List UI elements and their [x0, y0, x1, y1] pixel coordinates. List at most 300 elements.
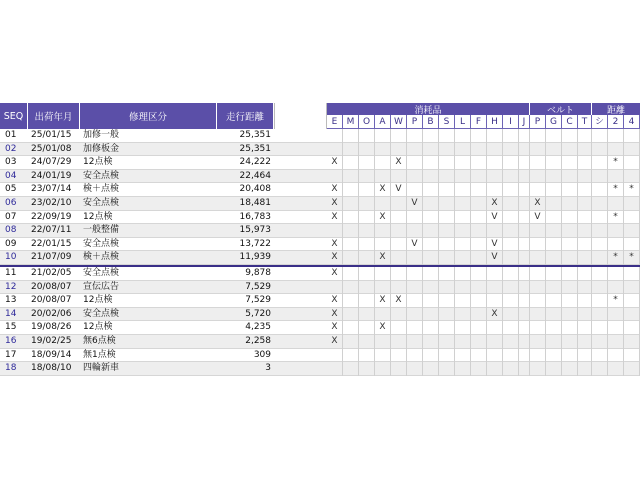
mark-cell[interactable]: *	[624, 251, 640, 265]
mark-cell[interactable]: *	[608, 156, 624, 170]
mark-cell[interactable]	[375, 238, 391, 252]
mark-cell[interactable]	[487, 281, 503, 295]
mark-cell[interactable]	[343, 156, 359, 170]
column-header-f[interactable]: F	[471, 115, 487, 129]
mark-cell[interactable]	[343, 335, 359, 349]
mark-cell[interactable]: X	[391, 294, 407, 308]
mark-cell[interactable]	[407, 267, 423, 281]
mark-cell[interactable]	[592, 308, 608, 322]
mark-cell[interactable]	[503, 156, 519, 170]
mark-cell[interactable]	[624, 224, 640, 238]
mark-cell[interactable]	[471, 294, 487, 308]
mark-cell[interactable]	[487, 129, 503, 143]
mark-cell[interactable]	[375, 129, 391, 143]
mark-cell[interactable]	[519, 251, 530, 265]
mark-cell[interactable]	[455, 251, 471, 265]
mark-cell[interactable]	[343, 321, 359, 335]
mark-cell[interactable]	[519, 129, 530, 143]
mark-cell[interactable]	[423, 129, 439, 143]
mark-cell[interactable]	[343, 251, 359, 265]
mark-cell[interactable]	[562, 321, 578, 335]
table-row[interactable]	[0, 170, 640, 184]
mark-cell[interactable]	[407, 156, 423, 170]
mark-cell[interactable]	[471, 321, 487, 335]
mark-cell[interactable]	[439, 335, 455, 349]
table-row[interactable]	[0, 238, 640, 252]
mark-cell[interactable]	[423, 349, 439, 363]
mark-cell[interactable]	[592, 335, 608, 349]
header-repair-type[interactable]: 修理区分	[80, 103, 217, 129]
mark-cell[interactable]	[624, 294, 640, 308]
mark-cell[interactable]	[578, 362, 592, 376]
mark-cell[interactable]	[530, 129, 546, 143]
mark-cell[interactable]: X	[327, 335, 343, 349]
mark-cell[interactable]	[375, 170, 391, 184]
mark-cell[interactable]	[530, 224, 546, 238]
mark-cell[interactable]	[487, 183, 503, 197]
mark-cell[interactable]	[439, 321, 455, 335]
mark-cell[interactable]	[423, 143, 439, 157]
mark-cell[interactable]: *	[608, 183, 624, 197]
mark-cell[interactable]	[455, 335, 471, 349]
mark-cell[interactable]	[592, 143, 608, 157]
column-header-t[interactable]: T	[578, 115, 592, 129]
mark-cell[interactable]	[546, 211, 562, 225]
mark-cell[interactable]	[391, 267, 407, 281]
column-header-b[interactable]: B	[423, 115, 439, 129]
mark-cell[interactable]: X	[375, 211, 391, 225]
mark-cell[interactable]	[546, 308, 562, 322]
mark-cell[interactable]	[578, 170, 592, 184]
mark-cell[interactable]: V	[487, 251, 503, 265]
mark-cell[interactable]	[624, 156, 640, 170]
mark-cell[interactable]	[562, 238, 578, 252]
mark-cell[interactable]	[327, 129, 343, 143]
mark-cell[interactable]	[423, 224, 439, 238]
mark-cell[interactable]	[359, 294, 375, 308]
mark-cell[interactable]	[359, 349, 375, 363]
mark-cell[interactable]: X	[327, 238, 343, 252]
mark-cell[interactable]	[439, 251, 455, 265]
header-mileage[interactable]: 走行距離	[217, 103, 274, 129]
table-row[interactable]	[0, 308, 640, 322]
mark-cell[interactable]	[343, 183, 359, 197]
mark-cell[interactable]	[530, 335, 546, 349]
mark-cell[interactable]	[327, 143, 343, 157]
mark-cell[interactable]	[562, 156, 578, 170]
mark-cell[interactable]	[391, 321, 407, 335]
mark-cell[interactable]	[487, 170, 503, 184]
mark-cell[interactable]	[608, 224, 624, 238]
mark-cell[interactable]	[503, 197, 519, 211]
mark-cell[interactable]	[624, 281, 640, 295]
mark-cell[interactable]	[530, 251, 546, 265]
mark-cell[interactable]	[530, 170, 546, 184]
mark-cell[interactable]	[562, 143, 578, 157]
mark-cell[interactable]	[455, 281, 471, 295]
mark-cell[interactable]	[455, 143, 471, 157]
mark-cell[interactable]	[471, 197, 487, 211]
mark-cell[interactable]: V	[407, 197, 423, 211]
mark-cell[interactable]	[519, 362, 530, 376]
mark-cell[interactable]	[343, 308, 359, 322]
mark-cell[interactable]	[359, 197, 375, 211]
table-row[interactable]	[0, 294, 640, 308]
mark-cell[interactable]	[530, 321, 546, 335]
mark-cell[interactable]	[578, 321, 592, 335]
mark-cell[interactable]	[624, 211, 640, 225]
mark-cell[interactable]	[624, 238, 640, 252]
mark-cell[interactable]	[562, 294, 578, 308]
mark-cell[interactable]: X	[327, 211, 343, 225]
mark-cell[interactable]	[519, 349, 530, 363]
mark-cell[interactable]	[423, 362, 439, 376]
mark-cell[interactable]	[391, 129, 407, 143]
mark-cell[interactable]	[578, 294, 592, 308]
mark-cell[interactable]	[375, 308, 391, 322]
mark-cell[interactable]	[359, 308, 375, 322]
mark-cell[interactable]: V	[391, 183, 407, 197]
mark-cell[interactable]	[375, 335, 391, 349]
mark-cell[interactable]	[608, 170, 624, 184]
mark-cell[interactable]	[391, 238, 407, 252]
mark-cell[interactable]	[391, 281, 407, 295]
table-row[interactable]	[0, 143, 640, 157]
mark-cell[interactable]: X	[327, 321, 343, 335]
column-header-p2[interactable]: P	[530, 115, 546, 129]
mark-cell[interactable]	[578, 211, 592, 225]
mark-cell[interactable]	[608, 335, 624, 349]
mark-cell[interactable]	[471, 224, 487, 238]
mark-cell[interactable]	[503, 251, 519, 265]
mark-cell[interactable]	[487, 267, 503, 281]
mark-cell[interactable]	[503, 224, 519, 238]
mark-cell[interactable]	[455, 349, 471, 363]
mark-cell[interactable]	[375, 362, 391, 376]
mark-cell[interactable]	[608, 197, 624, 211]
mark-cell[interactable]	[455, 129, 471, 143]
mark-cell[interactable]	[471, 170, 487, 184]
mark-cell[interactable]	[455, 267, 471, 281]
header-distance[interactable]: 距離	[592, 103, 640, 115]
mark-cell[interactable]	[546, 267, 562, 281]
mark-cell[interactable]	[343, 197, 359, 211]
mark-cell[interactable]	[624, 170, 640, 184]
table-row[interactable]	[0, 183, 640, 197]
mark-cell[interactable]	[503, 238, 519, 252]
mark-cell[interactable]	[359, 170, 375, 184]
mark-cell[interactable]	[592, 170, 608, 184]
mark-cell[interactable]	[407, 211, 423, 225]
mark-cell[interactable]: X	[487, 308, 503, 322]
table-row[interactable]	[0, 156, 640, 170]
mark-cell[interactable]	[546, 170, 562, 184]
mark-cell[interactable]	[327, 362, 343, 376]
mark-cell[interactable]	[562, 197, 578, 211]
mark-cell[interactable]	[407, 362, 423, 376]
column-header-2[interactable]: 2	[608, 115, 624, 129]
mark-cell[interactable]	[391, 170, 407, 184]
mark-cell[interactable]	[391, 308, 407, 322]
mark-cell[interactable]	[423, 321, 439, 335]
mark-cell[interactable]	[487, 294, 503, 308]
mark-cell[interactable]	[519, 143, 530, 157]
table-row[interactable]	[0, 197, 640, 211]
mark-cell[interactable]	[359, 129, 375, 143]
mark-cell[interactable]	[439, 170, 455, 184]
mark-cell[interactable]	[503, 211, 519, 225]
mark-cell[interactable]	[455, 183, 471, 197]
mark-cell[interactable]	[562, 129, 578, 143]
mark-cell[interactable]	[455, 308, 471, 322]
mark-cell[interactable]	[530, 308, 546, 322]
mark-cell[interactable]	[471, 183, 487, 197]
mark-cell[interactable]	[375, 267, 391, 281]
mark-cell[interactable]	[423, 335, 439, 349]
header-belt[interactable]: ベルト	[530, 103, 592, 115]
mark-cell[interactable]	[519, 170, 530, 184]
mark-cell[interactable]	[608, 129, 624, 143]
mark-cell[interactable]	[391, 197, 407, 211]
mark-cell[interactable]: X	[327, 267, 343, 281]
mark-cell[interactable]	[608, 238, 624, 252]
mark-cell[interactable]	[359, 335, 375, 349]
mark-cell[interactable]	[530, 156, 546, 170]
column-header-i[interactable]: I	[503, 115, 519, 129]
mark-cell[interactable]	[343, 281, 359, 295]
mark-cell[interactable]	[343, 267, 359, 281]
mark-cell[interactable]	[343, 211, 359, 225]
mark-cell[interactable]	[471, 143, 487, 157]
mark-cell[interactable]	[578, 129, 592, 143]
mark-cell[interactable]	[592, 183, 608, 197]
column-header-p[interactable]: P	[407, 115, 423, 129]
mark-cell[interactable]	[439, 224, 455, 238]
mark-cell[interactable]: X	[487, 197, 503, 211]
mark-cell[interactable]	[407, 129, 423, 143]
mark-cell[interactable]	[546, 197, 562, 211]
mark-cell[interactable]	[578, 251, 592, 265]
mark-cell[interactable]	[359, 362, 375, 376]
mark-cell[interactable]	[519, 267, 530, 281]
mark-cell[interactable]	[503, 362, 519, 376]
mark-cell[interactable]	[487, 321, 503, 335]
mark-cell[interactable]	[503, 321, 519, 335]
mark-cell[interactable]	[343, 362, 359, 376]
mark-cell[interactable]	[471, 238, 487, 252]
mark-cell[interactable]: X	[375, 251, 391, 265]
mark-cell[interactable]: X	[327, 294, 343, 308]
mark-cell[interactable]	[546, 362, 562, 376]
mark-cell[interactable]: X	[327, 156, 343, 170]
mark-cell[interactable]	[439, 129, 455, 143]
table-row[interactable]	[0, 251, 640, 265]
mark-cell[interactable]	[391, 211, 407, 225]
mark-cell[interactable]	[546, 349, 562, 363]
mark-cell[interactable]	[503, 183, 519, 197]
mark-cell[interactable]	[503, 281, 519, 295]
mark-cell[interactable]	[343, 170, 359, 184]
mark-cell[interactable]	[439, 197, 455, 211]
mark-cell[interactable]	[455, 156, 471, 170]
mark-cell[interactable]	[624, 197, 640, 211]
mark-cell[interactable]	[375, 156, 391, 170]
mark-cell[interactable]	[592, 156, 608, 170]
mark-cell[interactable]	[471, 335, 487, 349]
table-row[interactable]	[0, 211, 640, 225]
mark-cell[interactable]	[530, 294, 546, 308]
mark-cell[interactable]	[608, 308, 624, 322]
mark-cell[interactable]	[471, 129, 487, 143]
mark-cell[interactable]	[592, 197, 608, 211]
mark-cell[interactable]	[546, 335, 562, 349]
mark-cell[interactable]	[471, 308, 487, 322]
mark-cell[interactable]	[407, 170, 423, 184]
mark-cell[interactable]	[578, 143, 592, 157]
mark-cell[interactable]: X	[391, 156, 407, 170]
mark-cell[interactable]	[487, 143, 503, 157]
mark-cell[interactable]	[530, 281, 546, 295]
table-row[interactable]	[0, 335, 640, 349]
mark-cell[interactable]: X	[375, 183, 391, 197]
mark-cell[interactable]	[391, 349, 407, 363]
mark-cell[interactable]	[592, 238, 608, 252]
mark-cell[interactable]	[359, 321, 375, 335]
mark-cell[interactable]	[503, 170, 519, 184]
mark-cell[interactable]	[546, 183, 562, 197]
mark-cell[interactable]	[407, 183, 423, 197]
mark-cell[interactable]	[592, 211, 608, 225]
mark-cell[interactable]	[375, 143, 391, 157]
mark-cell[interactable]: X	[327, 308, 343, 322]
mark-cell[interactable]	[343, 143, 359, 157]
mark-cell[interactable]: V	[530, 211, 546, 225]
table-row[interactable]	[0, 362, 640, 376]
mark-cell[interactable]	[519, 281, 530, 295]
mark-cell[interactable]	[327, 224, 343, 238]
mark-cell[interactable]	[375, 224, 391, 238]
mark-cell[interactable]	[624, 129, 640, 143]
mark-cell[interactable]	[407, 294, 423, 308]
mark-cell[interactable]	[562, 362, 578, 376]
mark-cell[interactable]	[359, 183, 375, 197]
mark-cell[interactable]	[487, 156, 503, 170]
table-row[interactable]	[0, 224, 640, 238]
mark-cell[interactable]	[519, 156, 530, 170]
mark-cell[interactable]	[503, 129, 519, 143]
mark-cell[interactable]	[439, 294, 455, 308]
mark-cell[interactable]: X	[530, 197, 546, 211]
mark-cell[interactable]	[562, 267, 578, 281]
mark-cell[interactable]	[503, 308, 519, 322]
mark-cell[interactable]: X	[327, 251, 343, 265]
mark-cell[interactable]	[455, 294, 471, 308]
mark-cell[interactable]: V	[487, 211, 503, 225]
mark-cell[interactable]: *	[624, 183, 640, 197]
mark-cell[interactable]	[423, 308, 439, 322]
mark-cell[interactable]	[343, 294, 359, 308]
mark-cell[interactable]	[439, 349, 455, 363]
column-header-o[interactable]: O	[359, 115, 375, 129]
column-header-4[interactable]: 4	[624, 115, 640, 129]
mark-cell[interactable]	[530, 362, 546, 376]
mark-cell[interactable]	[519, 224, 530, 238]
mark-cell[interactable]	[503, 294, 519, 308]
mark-cell[interactable]	[546, 238, 562, 252]
mark-cell[interactable]	[423, 211, 439, 225]
mark-cell[interactable]	[407, 251, 423, 265]
mark-cell[interactable]	[578, 238, 592, 252]
mark-cell[interactable]	[471, 349, 487, 363]
mark-cell[interactable]	[423, 156, 439, 170]
mark-cell[interactable]	[519, 197, 530, 211]
mark-cell[interactable]	[455, 238, 471, 252]
mark-cell[interactable]	[423, 281, 439, 295]
mark-cell[interactable]	[530, 238, 546, 252]
mark-cell[interactable]	[578, 335, 592, 349]
table-row[interactable]	[0, 321, 640, 335]
mark-cell[interactable]	[546, 156, 562, 170]
column-header-g[interactable]: G	[546, 115, 562, 129]
mark-cell[interactable]	[375, 349, 391, 363]
mark-cell[interactable]	[423, 170, 439, 184]
mark-cell[interactable]	[562, 224, 578, 238]
mark-cell[interactable]	[359, 251, 375, 265]
mark-cell[interactable]	[608, 143, 624, 157]
mark-cell[interactable]	[455, 362, 471, 376]
mark-cell[interactable]	[407, 349, 423, 363]
mark-cell[interactable]	[578, 281, 592, 295]
mark-cell[interactable]: *	[608, 251, 624, 265]
mark-cell[interactable]	[439, 143, 455, 157]
mark-cell[interactable]: X	[327, 197, 343, 211]
mark-cell[interactable]	[391, 224, 407, 238]
mark-cell[interactable]	[608, 281, 624, 295]
mark-cell[interactable]: X	[375, 294, 391, 308]
mark-cell[interactable]	[375, 281, 391, 295]
mark-cell[interactable]	[359, 224, 375, 238]
mark-cell[interactable]	[592, 281, 608, 295]
mark-cell[interactable]	[455, 197, 471, 211]
header-consumables[interactable]: 消耗品	[327, 103, 530, 115]
mark-cell[interactable]	[608, 267, 624, 281]
mark-cell[interactable]	[519, 211, 530, 225]
mark-cell[interactable]	[423, 197, 439, 211]
mark-cell[interactable]	[327, 349, 343, 363]
mark-cell[interactable]	[592, 349, 608, 363]
mark-cell[interactable]	[471, 251, 487, 265]
header-seq[interactable]: SEQ	[0, 103, 28, 129]
mark-cell[interactable]	[487, 335, 503, 349]
mark-cell[interactable]	[391, 143, 407, 157]
mark-cell[interactable]	[608, 362, 624, 376]
mark-cell[interactable]	[359, 211, 375, 225]
mark-cell[interactable]	[592, 224, 608, 238]
mark-cell[interactable]	[608, 349, 624, 363]
mark-cell[interactable]	[343, 349, 359, 363]
mark-cell[interactable]	[359, 281, 375, 295]
mark-cell[interactable]	[624, 308, 640, 322]
mark-cell[interactable]	[562, 308, 578, 322]
mark-cell[interactable]	[546, 251, 562, 265]
mark-cell[interactable]	[608, 321, 624, 335]
mark-cell[interactable]	[624, 267, 640, 281]
mark-cell[interactable]	[327, 170, 343, 184]
mark-cell[interactable]	[407, 335, 423, 349]
mark-cell[interactable]	[487, 224, 503, 238]
mark-cell[interactable]	[592, 267, 608, 281]
mark-cell[interactable]	[439, 362, 455, 376]
